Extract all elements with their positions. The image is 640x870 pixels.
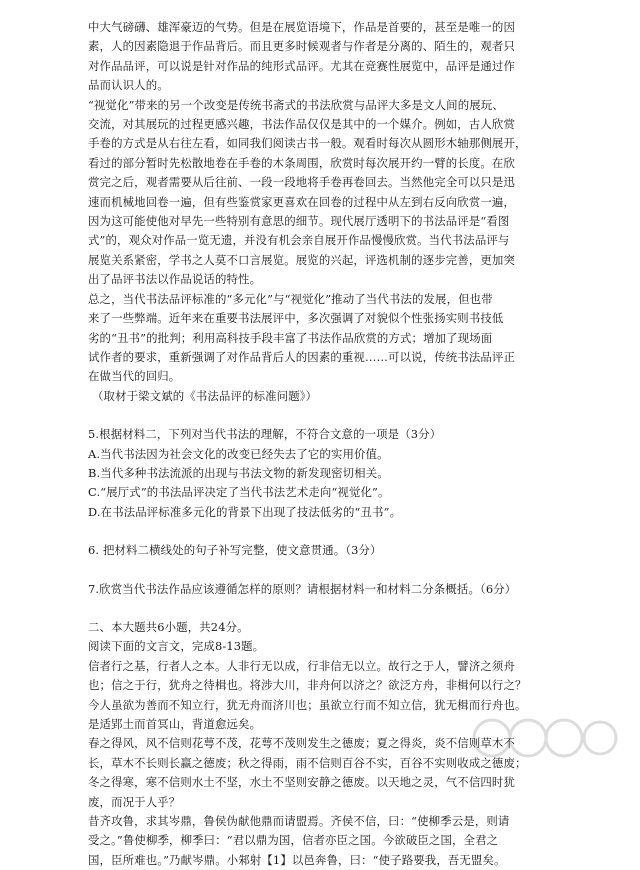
question-5-option-a: A.当代书法因为社会文化的改变已经失去了它的实用价值。 — [88, 446, 389, 461]
material-line: 出了品评书法以作品说话的特性。 — [88, 272, 262, 287]
material-line: 展览关系紧密，学书之人莫不口言展览。展览的兴起，评选机制的逐步完善，更加突 — [88, 252, 516, 267]
question-7: 7.欣赏当代书法作品应该遵循怎样的原则？请根据材料一和材料二分条概括。（6分） — [88, 581, 517, 596]
material-line: 在做当代的回归。 — [88, 369, 181, 384]
material-line: 手卷的方式是从右往左看，如同我们阅读古书一般。观看时每次从圆形木轴那侧展开， — [88, 136, 527, 151]
material-line: 速而机械地回卷一遍，但有些鉴赏家更喜欢在回卷的过程中从左到右反向欣赏一遍， — [88, 194, 516, 209]
document-page — [88, 18, 550, 870]
classical-line: 春之得风，风不信则花萼不茂，花萼不茂则发生之德废；夏之得炎，炎不信则草木不 — [88, 736, 516, 751]
classical-line: 废，而况于人乎？ — [88, 794, 181, 809]
classical-line: 国，臣所难也。”乃献岑鼎。小邾射【1】以邑奔鲁，曰：“使子路要我，吾无盟矣。 — [88, 852, 506, 867]
material-paragraph — [88, 290, 550, 387]
classical-paragraph — [88, 812, 550, 870]
question-5-stem: 5.根据材料二，下列对当代书法的理解，不符合文意的一项是（3分） — [88, 427, 442, 442]
material-paragraph — [88, 18, 550, 96]
classical-line: 信者行之基，行者人之本。人非行无以成，行非信无以立。故行之于人，譬济之须舟 — [88, 658, 516, 673]
question-5-option-c: C.“展厅式”的书法品评决定了当代书法艺术走向“视觉化”。 — [88, 485, 390, 500]
material-line: 式”的，观众对作品一览无遗，并没有机会亲自展开作品慢慢欣赏。当代书法品评与 — [88, 233, 510, 248]
material-line: 看过的部分暂时先松散地卷在手卷的木条周围，欣赏时每次展开约一臂的长度。在欣 — [88, 155, 516, 170]
section-2-instruction: 阅读下面的文言文，完成8-13题。 — [88, 639, 265, 654]
section-2-heading: 二、本大题共6小题，共24分。 — [88, 619, 249, 634]
classical-line: 受之。”鲁使柳季，柳季曰：“君以鼎为国，信者亦臣之国。今欲破臣之国，全君之 — [88, 833, 499, 848]
material-line: 因为这可能使他对早先一些特别有意思的细节。现代展厅透明下的书法品评是“看图 — [88, 214, 510, 229]
source-note: （取材于梁文斌的《书法品评的标准问题》） — [92, 388, 318, 403]
material-line: 总之，当代书法品评标准的“多元化”与“视觉化”推动了当代书法的发展，但也带 — [88, 291, 493, 306]
classical-line: 也；信之于行，犹舟之待楫也。将涉大川，非舟何以济之？欲泛方舟，非楫何以行之？ — [88, 678, 527, 693]
material-line: 品而认识人的。 — [88, 78, 169, 93]
classical-paragraph — [88, 657, 550, 735]
material-line: 劣的“丑书”的批判；利用高科技手段丰富了书法作品欣赏的方式；增加了现场面 — [88, 330, 493, 345]
material-two-text — [88, 18, 550, 387]
classical-chinese-text — [88, 657, 550, 870]
material-line: 赏完之后，观者需要从后往前、一段一段地将手卷再卷回去。当然他完全可以只是迅 — [88, 175, 516, 190]
classical-paragraph — [88, 734, 550, 812]
material-line: 中大气磅礴、雄浑豪迈的气势。但是在展览语境下，作品是首要的，甚至是唯一的因 — [88, 20, 516, 34]
classical-line: 冬之得寒，寒不信则水土不坚，水土不坚则安静之德废。以天地之灵，气不信四时犹 — [88, 775, 516, 790]
material-line: 来了一些弊端。近年来在重要书法展评中，多次强调了对貌似个性张扬实则书技低 — [88, 311, 504, 326]
material-line: 试作者的要求，重新强调了对作品背后人的因素的重视……可以说，传统书法品评正 — [88, 349, 516, 364]
question-5-option-d: D.在书法品评标准多元化的背景下出现了技法低劣的“丑书”。 — [88, 504, 402, 519]
classical-line: 是适郢土而首冥山，背道愈远矣。 — [88, 717, 262, 731]
classical-line: 长，草木不长则长赢之德废；秋之得雨，雨不信则百谷不实，百谷不实则收成之德废； — [88, 755, 527, 770]
material-paragraph — [88, 96, 550, 290]
question-5-option-b: B.当代多种书法流派的出现与书法文物的新发现密切相关。 — [88, 465, 389, 480]
question-5 — [88, 425, 550, 522]
question-6: 6. 把材料二横线处的句子补写完整，使文意贯通。（3分） — [88, 543, 382, 558]
material-line: 素，人的因素隐退于作品背后。而且更多时候观者与作者是分离的、陌生的，观者只 — [88, 39, 516, 54]
material-line: “视觉化”带来的另一个改变是传统书斋式的书法欣赏与品评大多是文人间的展玩、 — [88, 97, 504, 112]
classical-line: 昔齐攻鲁，求其岑鼎，鲁侯伪献他鼎而请盟焉。齐侯不信，曰：“使柳季云是，则请 — [88, 814, 510, 829]
material-line: 交流，对其展玩的过程更感兴趣，书法作品仅仅是其中的一个媒介。例如，古人欣赏 — [88, 117, 516, 132]
material-line: 对作品品评，可以说是针对作品的纯形式品评。尤其在竞赛性展览中，品评是通过作 — [88, 58, 516, 73]
classical-line: 今人虽欲为善而不知立行，犹无舟而济川也；虽欲立行而不知立信，犹无楫而行舟也。 — [88, 697, 527, 712]
